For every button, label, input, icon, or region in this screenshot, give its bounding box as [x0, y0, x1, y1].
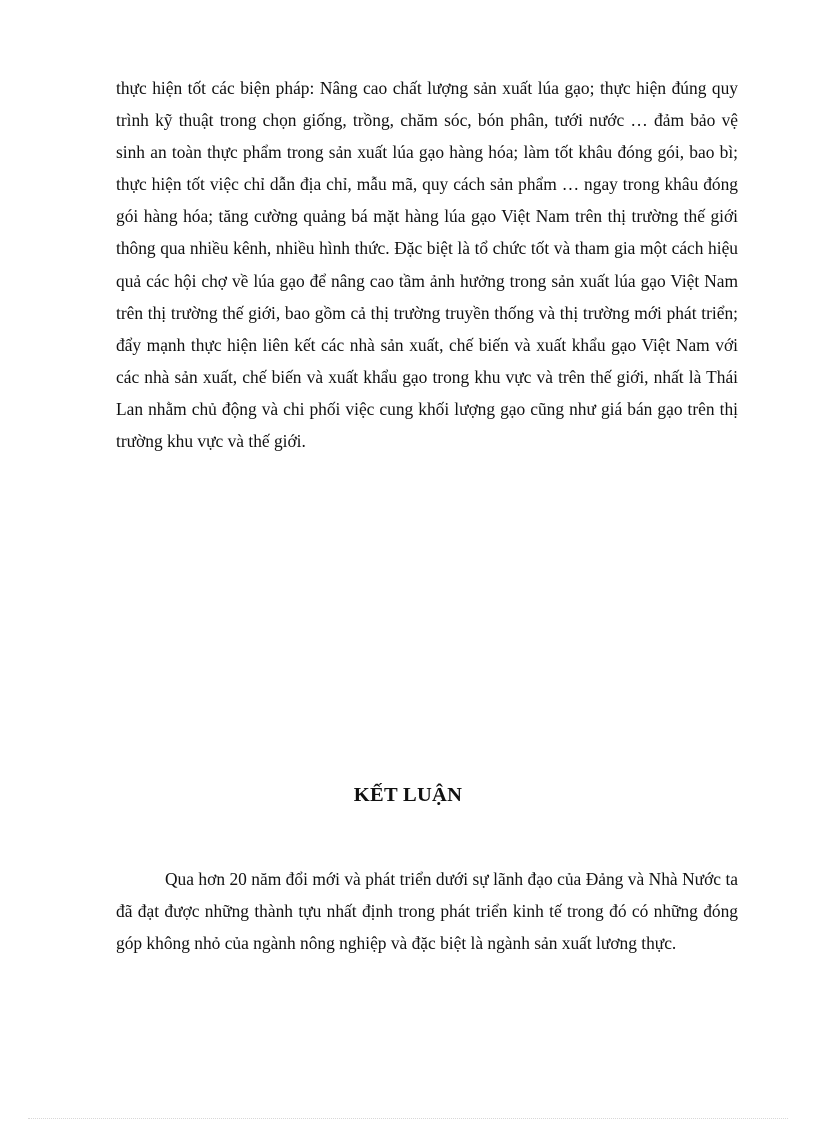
page-bottom-divider — [28, 1118, 788, 1119]
section-heading: KẾT LUẬN — [353, 784, 463, 806]
conclusion-paragraph: Qua hơn 20 năm đổi mới và phát triển dưới sự lãnh đạo của Đảng và Nhà Nước ta đã đạt được những thành tựu nhất định trong phát triển kinh tế trong đó có những đóng góp không nhỏ của ngành nông nghiệp và đặc biệt là ngành sản xuất lương thực. — [116, 869, 738, 954]
body-paragraph: thực hiện tốt các biện pháp: Nâng cao chất lượng sản xuất lúa gạo; thực hiện đúng quy trình kỹ thuật trong chọn giống, trồng, chăm sóc, bón phân, tưới nước … đảm bảo vệ sinh an toàn thực phẩm trong sản xuất lúa gạo hàng hóa; làm tốt khâu đóng gói, bao bì; thực hiện tốt việc chỉ dẫn địa chỉ, mẫu mã, quy cách sản phẩm … ngay trong khâu đóng gói hàng hóa; tăng cường quảng bá mặt hàng lúa gạo Việt Nam trên thị trường thế giới thông qua nhiều kênh, nhiều hình thức. Đặc biệt là tổ chức tốt và tham gia một cách hiệu quả các hội chợ về lúa gạo để nâng cao tầm ảnh hưởng trong sản xuất lúa gạo Việt Nam trên thị trường thế giới, bao gồm cả thị trường truyền thống và thị trường mới phát triển; đẩy mạnh thực hiện liên kết các nhà sản xuất, chế biến và xuất khẩu gạo Việt Nam với các nhà sản xuất, chế biến và xuất khẩu gạo trong khu vực và trên thế giới, nhất là Thái Lan nhằm chủ động và chi phối việc cung khối lượng gạo cũng như giá bán gạo trên thị trường khu vực và thế giới. — [116, 78, 738, 452]
